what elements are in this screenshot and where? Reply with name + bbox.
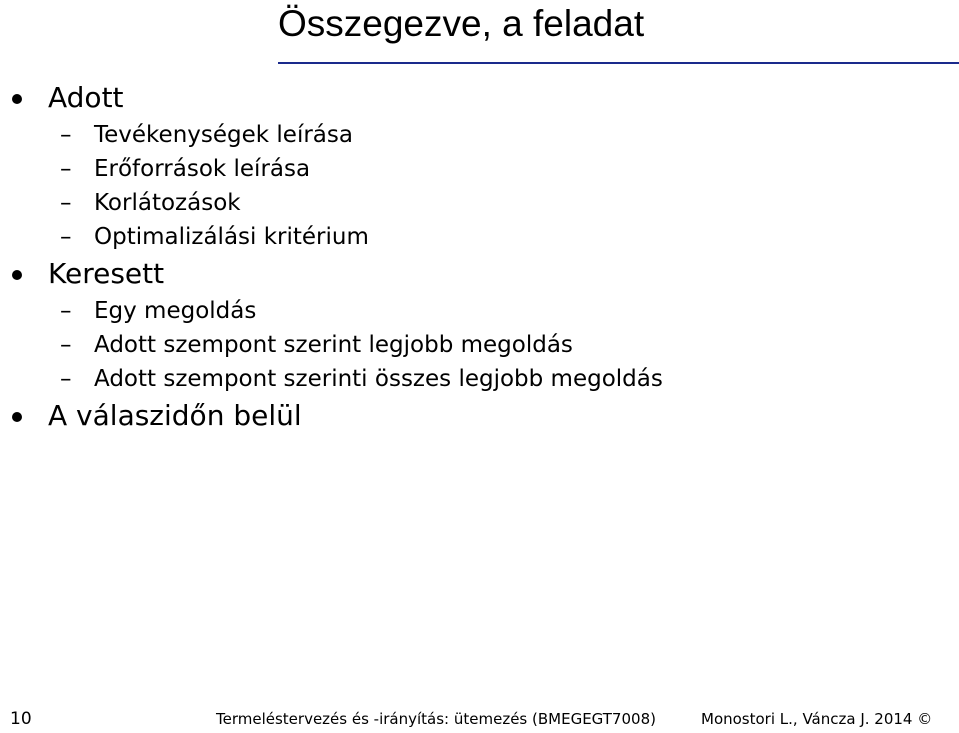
title-underline [278, 62, 959, 64]
sub-item [0, 186, 959, 220]
bullet-label: A válaszidőn belül [48, 399, 302, 432]
bullet-dot-icon [12, 412, 22, 422]
bullet-dot-icon [12, 94, 22, 104]
bullet-adott [0, 78, 959, 118]
sub-item [0, 220, 959, 254]
dash-icon: – [60, 298, 72, 324]
bullet-label: Adott [48, 81, 124, 114]
sub-item-label: Korlátozások [94, 190, 241, 216]
sub-item-label: Erőforrások leírása [94, 156, 311, 182]
sub-item [0, 362, 959, 396]
slide-title: Összegezve, a feladat [278, 3, 645, 44]
dash-icon: – [60, 190, 72, 216]
sub-item-label: Tevékenységek leírása [94, 122, 353, 148]
course-title: Termeléstervezés és -irányítás: ütemezés (BMEGEGT7008) [216, 710, 656, 728]
dash-icon: – [60, 332, 72, 358]
slide-footer [0, 706, 959, 732]
sub-item-label: Adott szempont szerint legjobb megoldás [94, 332, 573, 358]
sub-item [0, 152, 959, 186]
authors-copyright: Monostori L., Váncza J. 2014 © [701, 710, 933, 728]
bullet-valaszido [0, 396, 959, 436]
sub-item-label: Adott szempont szerinti összes legjobb megoldás [94, 366, 663, 392]
slide-content [0, 78, 959, 436]
bullet-label: Keresett [48, 257, 165, 290]
page-number: 10 [10, 709, 32, 729]
sub-item [0, 118, 959, 152]
dash-icon: – [60, 366, 72, 392]
dash-icon: – [60, 224, 72, 250]
sub-item-label: Egy megoldás [94, 298, 257, 324]
bullet-dot-icon [12, 270, 22, 280]
dash-icon: – [60, 156, 72, 182]
dash-icon: – [60, 122, 72, 148]
sub-item-label: Optimalizálási kritérium [94, 224, 369, 250]
sub-item [0, 328, 959, 362]
bullet-keresett [0, 254, 959, 294]
sub-item [0, 294, 959, 328]
